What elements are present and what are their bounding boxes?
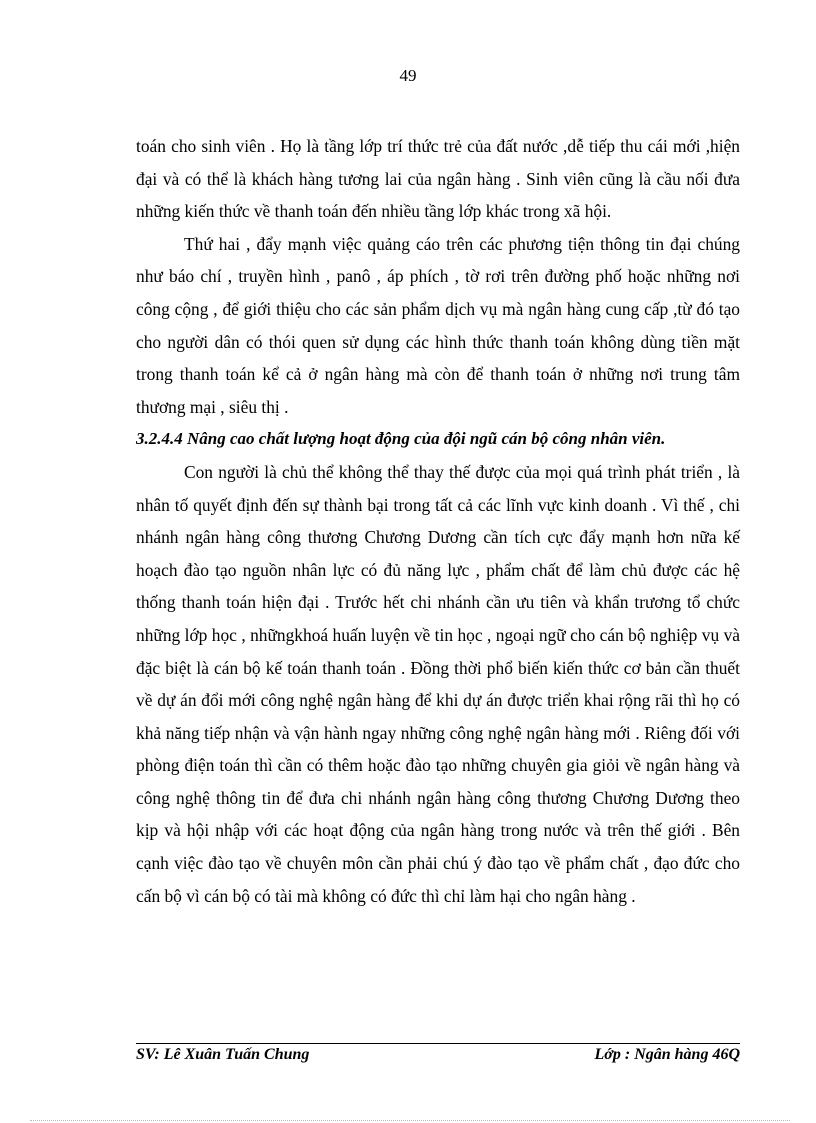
- footer-divider: [136, 1043, 740, 1044]
- page-number: 49: [399, 66, 417, 85]
- footer-class-name: Lớp : Ngân hàng 46Q: [594, 1046, 740, 1063]
- paragraph-student-outreach: toán cho sinh viên . Họ là tầng lớp trí thức trẻ của đất nước ,dễ tiếp thu cái mới ,hiện đại và có thể là khách hàng tương lai của ngân hàng . Sinh viên cũng là cầu nối đưa những kiến thức về thanh toán đến nhiều tầng lớp khác trong xã hội.: [136, 136, 740, 222]
- paragraph-advertising: Thứ hai , đẩy mạnh việc quảng cáo trên các phương tiện thông tin đại chúng như báo chí , truyền hình , panô , áp phích , tờ rơi trên đường phố hoặc những nơi công cộng , để giới thiệu cho các sản phẩm dịch vụ mà ngân hàng cung cấp ,từ đó tạo cho người dân có thói quen sử dụng các hình thức thanh toán không dùng tiền mặt trong thanh toán kể cả ở ngân hàng mà còn để thanh toán ở những nơi trung tâm thương mại , siêu thị .: [136, 233, 740, 417]
- footer-student-name: SV: Lê Xuân Tuấn Chung: [136, 1046, 310, 1063]
- section-heading: 3.2.4.4 Nâng cao chất lượng hoạt động của đội ngũ cán bộ công nhân viên.: [136, 429, 666, 449]
- paragraph-staff-training: Con người là chủ thể không thể thay thế được của mọi quá trình phát triển , là nhân tố quyết định đến sự thành bại trong tất cả các lĩnh vực kinh doanh . Vì thế , chi nhánh ngân hàng công thương Chương Dương cần tích cực đẩy mạnh hơn nữa kế hoạch đào tạo nguồn nhân lực có đủ năng lực , phẩm chất để làm chủ được các hệ thống thanh toán hiện đại . Trước hết chi nhánh cần ưu tiên và khẩn trương tổ chức những lớp học , nhữngkhoá huấn luyện về tin học , ngoại ngữ cho cán bộ nghiệp vụ và đặc biệt là cán bộ kế toán thanh toán . Đồng thời phổ biến kiến thức cơ bản cần thuết về dự án đổi mới công nghệ ngân hàng để khi dự án được triển khai rộng rãi thì họ có khả năng tiếp nhận và vận hành ngay những công nghệ ngân hàng mới . Riêng đối với phòng điện toán thì cần có thêm hoặc đào tạo những chuyên gia giỏi về ngân hàng và công nghệ thông tin để đưa chi nhánh ngân hàng công thương Chương Dương theo kịp và hội nhập với các hoạt động của ngân hàng trong nước và trên thế giới . Bên cạnh việc đào tạo về chuyên môn cần phải chú ý đào tạo về phẩm chất , đạo đức cho cấn bộ vì cán bộ có tài mà không có đức thì chỉ làm hại cho ngân hàng .: [136, 461, 740, 906]
- page-footer: [136, 1046, 740, 1064]
- page-bottom-border: [30, 1120, 790, 1121]
- body-text: [136, 130, 740, 912]
